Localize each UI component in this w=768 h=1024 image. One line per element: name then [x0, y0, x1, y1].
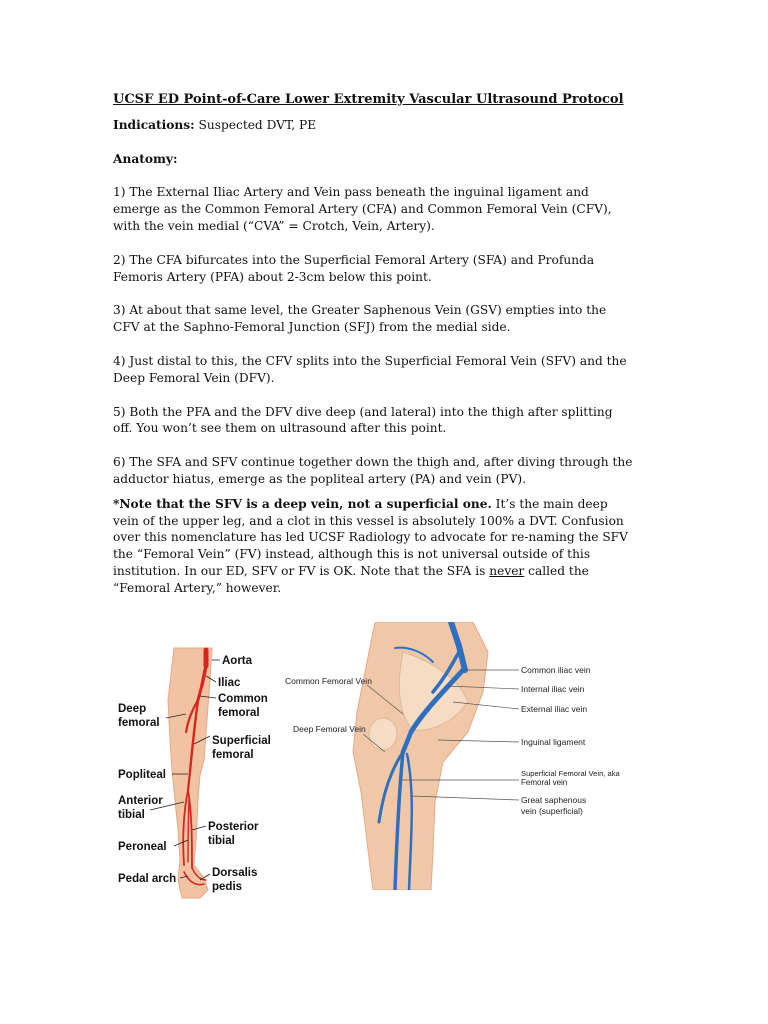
note-text-1: It’s the main deep vein of the upper leg, and a clot in this vessel is absolutely 100% a DVT. Confusion over this nomenclature has led UCSF Radiology to advocate for re-naming the SFV the “Femoral Vein” (FV) instead, although this is not universal outside of this institution. In our ED, SFV or FV is OK. Note that the SFA is: [113, 496, 628, 578]
label-superficial-femoral-vein-2: Femoral vein: [521, 778, 568, 787]
label-iliac: Iliac: [218, 677, 241, 689]
label-common-iliac-vein: Common iliac vein: [521, 665, 591, 675]
label-dorsalis-pedis-1: Dorsalis: [212, 867, 258, 879]
paragraph-3: 3) At about that same level, the Greater Saphenous Vein (GSV) empties into the CFV at the Saphno-Femoral Junction (SFJ) from the medial side.: [113, 303, 607, 335]
label-inguinal-ligament: Inguinal ligament: [521, 737, 586, 747]
paragraph-6: 6) The SFA and SFV continue together down the thigh and, after diving through the adductor hiatus, emerge as the popliteal artery (PA) and vein (PV).: [113, 455, 633, 486]
label-popliteal: Popliteal: [118, 769, 166, 781]
femoral-head: [369, 718, 397, 750]
note-underline: never: [489, 563, 525, 578]
venous-anatomy-figure: [283, 622, 635, 890]
label-posterior-tibial-2: tibial: [208, 835, 235, 847]
label-deep-femoral-2: femoral: [118, 717, 160, 729]
doc-title: UCSF ED Point-of-Care Lower Extremity Vascular Ultrasound Protocol: [113, 92, 624, 107]
label-aorta: Aorta: [222, 655, 253, 667]
label-superficial-femoral-2: femoral: [212, 749, 254, 761]
paragraph-4: 4) Just distal to this, the CFV splits into the Superficial Femoral Vein (SFV) and the Deep Femoral Vein (DFV).: [113, 353, 627, 385]
paragraph-2: 2) The CFA bifurcates into the Superficial Femoral Artery (SFA) and Profunda Femoris Artery (PFA) about 2-3cm below this point.: [113, 252, 595, 284]
label-internal-iliac-vein: Internal iliac vein: [521, 684, 585, 694]
paragraph-5: 5) Both the PFA and the DFV dive deep (and lateral) into the thigh after splitting off. You won’t see them on ultrasound after this point.: [113, 404, 613, 436]
note-paragraph: [113, 496, 633, 597]
label-common-femoral-1: Common: [218, 693, 268, 705]
indications-line: [113, 117, 633, 134]
label-anterior-tibial-2: tibial: [118, 809, 145, 821]
note-text-2: called the “Femoral Artery,” however.: [113, 563, 589, 595]
label-external-iliac-vein: External iliac vein: [521, 704, 588, 714]
anatomy-heading: Anatomy:: [113, 151, 178, 166]
label-superficial-femoral-1: Superficial: [212, 735, 271, 747]
label-common-femoral-2: femoral: [218, 707, 260, 719]
indications-label: Indications:: [113, 117, 195, 132]
label-anterior-tibial-1: Anterior: [118, 795, 163, 807]
label-great-saphenous-2: vein (superficial): [521, 806, 583, 816]
label-deep-femoral-vein: Deep Femoral Vein: [293, 724, 366, 734]
label-peroneal: Peroneal: [118, 841, 167, 853]
label-pedal-arch: Pedal arch: [118, 873, 177, 885]
label-dorsalis-pedis-2: pedis: [212, 881, 243, 893]
note-bold: *Note that the SFV is a deep vein, not a superficial one.: [113, 496, 492, 511]
label-deep-femoral-1: Deep: [118, 703, 147, 715]
label-great-saphenous-1: Great saphenous: [521, 795, 587, 805]
label-posterior-tibial-1: Posterior: [208, 821, 259, 833]
arterial-anatomy-figure: [112, 640, 282, 902]
paragraph-1: 1) The External Iliac Artery and Vein pass beneath the inguinal ligament and emerge as the Common Femoral Artery (CFA) and Common Femoral Vein (CFV), with the vein medial (“CVA” = Crotch, Vein, Artery).: [113, 185, 612, 233]
label-common-femoral-vein: Common Femoral Vein: [285, 676, 372, 686]
text-block: [113, 92, 633, 614]
indications-text: Suspected DVT, PE: [194, 117, 317, 132]
label-superficial-femoral-vein-1: Superficial Femoral Vein, aka: [521, 769, 620, 778]
